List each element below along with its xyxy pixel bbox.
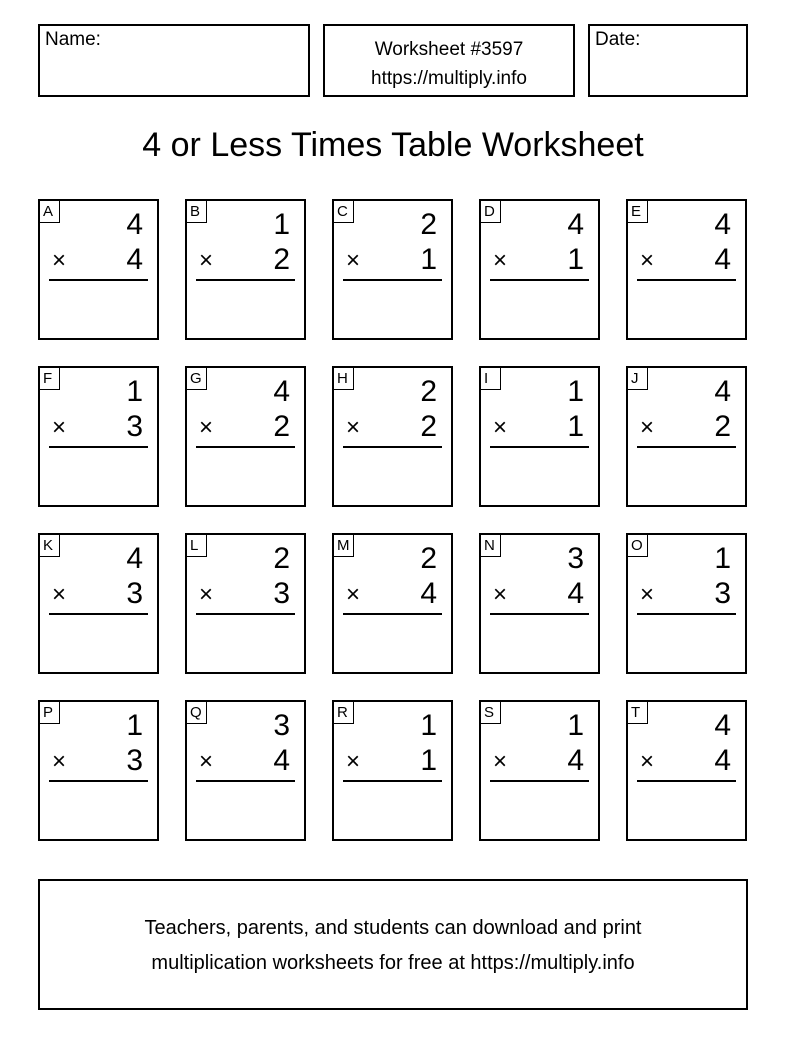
multiplier: 3 bbox=[126, 577, 143, 610]
problem-letter: I bbox=[481, 368, 501, 390]
multiplier: 2 bbox=[420, 410, 437, 443]
multiplier: 3 bbox=[126, 744, 143, 777]
times-sign: × bbox=[493, 414, 508, 441]
times-sign: × bbox=[199, 247, 214, 274]
multiplier: 4 bbox=[714, 744, 731, 777]
times-sign: × bbox=[493, 247, 508, 274]
problem-card[interactable] bbox=[185, 366, 306, 507]
problem-card[interactable] bbox=[479, 700, 600, 841]
multiplicand: 1 bbox=[420, 709, 437, 742]
times-sign: × bbox=[640, 247, 655, 274]
problem-card[interactable] bbox=[185, 199, 306, 340]
problem-letter: G bbox=[187, 368, 207, 390]
answer-line bbox=[490, 780, 589, 782]
multiplier: 4 bbox=[567, 577, 584, 610]
problem-letter: Q bbox=[187, 702, 207, 724]
answer-line bbox=[196, 780, 295, 782]
multiplicand: 4 bbox=[126, 208, 143, 241]
answer-line bbox=[196, 279, 295, 281]
times-sign: × bbox=[346, 748, 361, 775]
multiplier: 3 bbox=[126, 410, 143, 443]
problem-card[interactable] bbox=[38, 533, 159, 674]
times-sign: × bbox=[640, 748, 655, 775]
multiplicand: 1 bbox=[714, 542, 731, 575]
problem-card[interactable] bbox=[332, 700, 453, 841]
problem-letter: O bbox=[628, 535, 648, 557]
problem-card[interactable] bbox=[479, 366, 600, 507]
answer-line bbox=[343, 780, 442, 782]
multiplicand: 1 bbox=[273, 208, 290, 241]
problem-letter: S bbox=[481, 702, 501, 724]
worksheet-number: Worksheet #3597 bbox=[374, 39, 524, 60]
multiplicand: 4 bbox=[714, 208, 731, 241]
answer-line bbox=[637, 780, 736, 782]
times-sign: × bbox=[199, 581, 214, 608]
worksheet-url: https://multiply.info bbox=[371, 68, 527, 89]
multiplier: 2 bbox=[273, 243, 290, 276]
name-label: Name: bbox=[45, 29, 101, 50]
multiplicand: 2 bbox=[273, 542, 290, 575]
multiplicand: 1 bbox=[567, 375, 584, 408]
times-sign: × bbox=[52, 581, 67, 608]
problem-letter: D bbox=[481, 201, 501, 223]
times-sign: × bbox=[346, 414, 361, 441]
multiplier: 4 bbox=[714, 243, 731, 276]
answer-line bbox=[490, 613, 589, 615]
multiplicand: 3 bbox=[567, 542, 584, 575]
problem-letter: C bbox=[334, 201, 354, 223]
multiplier: 1 bbox=[567, 410, 584, 443]
answer-line bbox=[343, 279, 442, 281]
problem-letter: R bbox=[334, 702, 354, 724]
multiplicand: 1 bbox=[126, 709, 143, 742]
multiplicand: 4 bbox=[273, 375, 290, 408]
answer-line bbox=[49, 279, 148, 281]
multiplier: 3 bbox=[273, 577, 290, 610]
page-title: 4 or Less Times Table Worksheet bbox=[142, 126, 644, 164]
answer-line bbox=[637, 279, 736, 281]
answer-line bbox=[637, 446, 736, 448]
times-sign: × bbox=[52, 247, 67, 274]
answer-line bbox=[343, 613, 442, 615]
problem-card[interactable] bbox=[38, 199, 159, 340]
multiplier: 1 bbox=[420, 243, 437, 276]
worksheet-info-box bbox=[323, 24, 575, 97]
times-sign: × bbox=[346, 581, 361, 608]
multiplier: 4 bbox=[567, 744, 584, 777]
problem-letter: T bbox=[628, 702, 648, 724]
multiplicand: 2 bbox=[420, 208, 437, 241]
problem-card[interactable] bbox=[185, 700, 306, 841]
footer-note bbox=[38, 879, 748, 1010]
name-box[interactable] bbox=[38, 24, 310, 97]
footer-line-1: Teachers, parents, and students can download and print bbox=[144, 917, 642, 939]
times-sign: × bbox=[493, 748, 508, 775]
date-label: Date: bbox=[595, 29, 641, 50]
problem-card[interactable] bbox=[185, 533, 306, 674]
answer-line bbox=[637, 613, 736, 615]
multiplicand: 3 bbox=[273, 709, 290, 742]
problem-letter: L bbox=[187, 535, 207, 557]
multiplicand: 2 bbox=[420, 542, 437, 575]
answer-line bbox=[49, 613, 148, 615]
multiplicand: 1 bbox=[126, 375, 143, 408]
date-box[interactable] bbox=[588, 24, 748, 97]
problem-letter: M bbox=[334, 535, 354, 557]
times-sign: × bbox=[199, 748, 214, 775]
answer-line bbox=[196, 613, 295, 615]
multiplicand: 4 bbox=[126, 542, 143, 575]
problem-card[interactable] bbox=[626, 533, 747, 674]
problem-letter: F bbox=[40, 368, 60, 390]
answer-line bbox=[196, 446, 295, 448]
problem-card[interactable] bbox=[332, 533, 453, 674]
multiplicand: 4 bbox=[714, 709, 731, 742]
problem-card[interactable] bbox=[626, 366, 747, 507]
footer-line-2: multiplication worksheets for free at https://multiply.info bbox=[151, 952, 635, 974]
multiplier: 4 bbox=[126, 243, 143, 276]
problem-card[interactable] bbox=[38, 366, 159, 507]
problem-letter: H bbox=[334, 368, 354, 390]
multiplicand: 2 bbox=[420, 375, 437, 408]
problem-letter: A bbox=[40, 201, 60, 223]
times-sign: × bbox=[52, 414, 67, 441]
problem-card[interactable] bbox=[38, 700, 159, 841]
problem-letter: B bbox=[187, 201, 207, 223]
problem-card[interactable] bbox=[626, 700, 747, 841]
problem-letter: P bbox=[40, 702, 60, 724]
answer-line bbox=[49, 780, 148, 782]
times-sign: × bbox=[493, 581, 508, 608]
multiplier: 1 bbox=[567, 243, 584, 276]
problem-letter: J bbox=[628, 368, 648, 390]
answer-line bbox=[49, 446, 148, 448]
multiplier: 4 bbox=[273, 744, 290, 777]
times-sign: × bbox=[640, 414, 655, 441]
times-sign: × bbox=[199, 414, 214, 441]
multiplier: 2 bbox=[714, 410, 731, 443]
multiplier: 3 bbox=[714, 577, 731, 610]
multiplier: 2 bbox=[273, 410, 290, 443]
problem-letter: E bbox=[628, 201, 648, 223]
times-sign: × bbox=[346, 247, 361, 274]
problem-card[interactable] bbox=[479, 533, 600, 674]
problem-letter: N bbox=[481, 535, 501, 557]
times-sign: × bbox=[640, 581, 655, 608]
problem-card[interactable] bbox=[626, 199, 747, 340]
multiplicand: 4 bbox=[714, 375, 731, 408]
problem-card[interactable] bbox=[332, 199, 453, 340]
problem-card[interactable] bbox=[479, 199, 600, 340]
times-sign: × bbox=[52, 748, 67, 775]
multiplier: 1 bbox=[420, 744, 437, 777]
multiplicand: 1 bbox=[567, 709, 584, 742]
answer-line bbox=[490, 279, 589, 281]
problem-card[interactable] bbox=[332, 366, 453, 507]
answer-line bbox=[343, 446, 442, 448]
multiplier: 4 bbox=[420, 577, 437, 610]
problem-letter: K bbox=[40, 535, 60, 557]
multiplicand: 4 bbox=[567, 208, 584, 241]
answer-line bbox=[490, 446, 589, 448]
